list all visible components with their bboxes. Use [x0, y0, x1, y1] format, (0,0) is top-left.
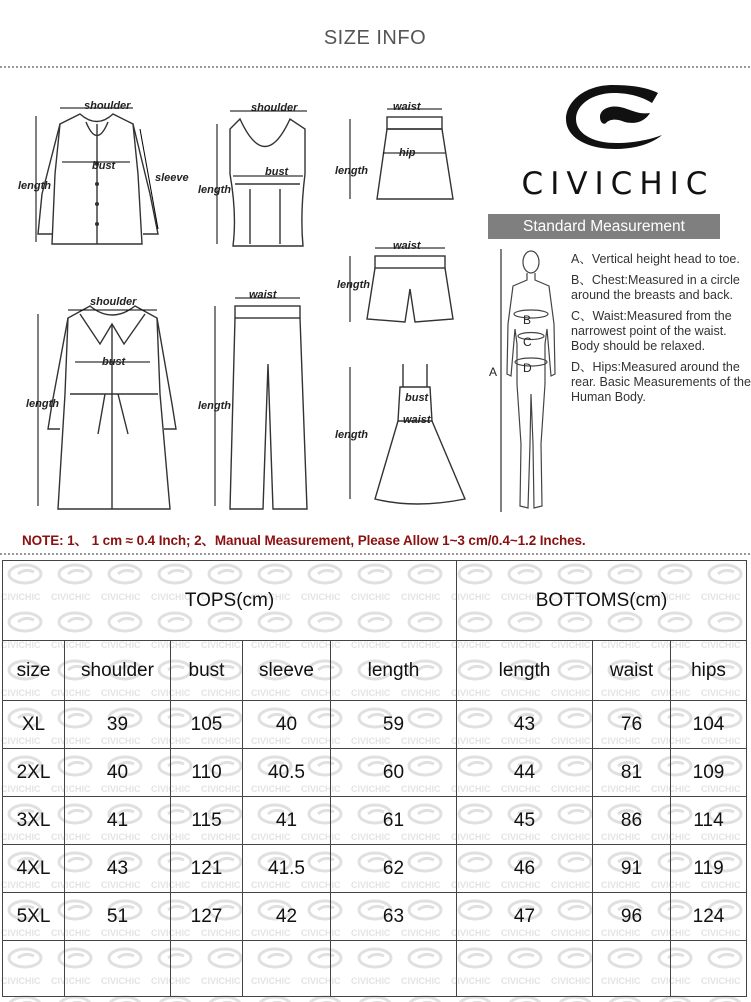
dress-length-label: length	[335, 429, 368, 441]
divider	[0, 66, 750, 68]
shorts-length-label: length	[337, 279, 370, 291]
skirt-length-label: length	[335, 165, 368, 177]
header-waist: waist	[593, 641, 671, 701]
table-cell: 114	[671, 797, 747, 845]
table-cell: 41	[65, 797, 171, 845]
vest-length-label: length	[198, 184, 231, 196]
table-cell: 41.5	[243, 845, 331, 893]
civichic-logo	[558, 79, 668, 154]
table-cell: 60	[331, 749, 457, 797]
table-row-empty	[3, 941, 747, 997]
header-sleeve: sleeve	[243, 641, 331, 701]
table-cell: 76	[593, 701, 671, 749]
table-cell: 61	[331, 797, 457, 845]
vest-bust-label: bust	[265, 166, 289, 178]
shirt-figure	[0, 74, 200, 254]
table-cell: 41	[243, 797, 331, 845]
table-cell: 127	[171, 893, 243, 941]
body-label-d: D	[523, 361, 532, 375]
table-cell: 45	[457, 797, 593, 845]
standard-measurement-bar: Standard Measurement	[488, 214, 720, 239]
table-row	[3, 701, 747, 749]
size-table	[2, 560, 747, 997]
shorts-figure	[335, 234, 475, 334]
table-cell: 5XL	[3, 893, 65, 941]
table-cell: 96	[593, 893, 671, 941]
brand-name: CIVICHIC	[521, 166, 715, 202]
header-hips: hips	[671, 641, 747, 701]
page-header	[0, 0, 750, 62]
body-label-b: B	[523, 313, 532, 327]
table-cell: 43	[65, 845, 171, 893]
measurement-item-d: D、Hips:Measured around the rear. Basic Measurements of the Human Body.	[571, 360, 751, 404]
table-row	[3, 797, 747, 845]
measurement-item-a: A、Vertical height head to toe.	[571, 252, 740, 266]
table-row	[3, 845, 747, 893]
dress-waist-label: waist	[403, 414, 431, 426]
table-cell: 40	[65, 749, 171, 797]
measurement-item-b: B、Chest:Measured in a circle around the breasts and back.	[571, 273, 740, 302]
table-row	[3, 749, 747, 797]
table-cell: 46	[457, 845, 593, 893]
table-cell: 109	[671, 749, 747, 797]
header-shoulder: shoulder	[65, 641, 171, 701]
skirt-figure	[335, 89, 475, 219]
human-body-drawing	[489, 244, 573, 519]
header-bust: bust	[171, 641, 243, 701]
coat-bust-label: bust	[102, 356, 126, 368]
measurement-list	[571, 252, 751, 411]
table-cell: 39	[65, 701, 171, 749]
table-cell: 40	[243, 701, 331, 749]
table-cell: 115	[171, 797, 243, 845]
table-cell: 119	[671, 845, 747, 893]
brand-panel	[488, 74, 750, 524]
table-cell: 121	[171, 845, 243, 893]
body-label-a: A	[489, 365, 498, 379]
skirt-waist-label: waist	[393, 101, 421, 113]
table-cell: 51	[65, 893, 171, 941]
vest-drawing	[195, 74, 325, 254]
skirt-hip-label: hip	[399, 147, 416, 159]
dress-bust-label: bust	[405, 392, 429, 404]
table-cell: 2XL	[3, 749, 65, 797]
table-cell: 43	[457, 701, 593, 749]
table-cell: 124	[671, 893, 747, 941]
vest-figure	[195, 74, 325, 254]
garment-figures	[0, 74, 480, 524]
table-cell: 104	[671, 701, 747, 749]
pants-length-label: length	[198, 400, 231, 412]
table-cell: 63	[331, 893, 457, 941]
table-cell: 86	[593, 797, 671, 845]
coat-figure	[0, 284, 200, 514]
pants-figure	[195, 284, 325, 514]
table-cell: 44	[457, 749, 593, 797]
pants-waist-label: waist	[249, 289, 277, 301]
table-row	[3, 893, 747, 941]
bottoms-title: BOTTOMS(cm)	[457, 561, 747, 641]
size-table-area	[0, 560, 750, 1002]
shorts-waist-label: waist	[393, 240, 421, 252]
divider	[0, 553, 750, 555]
header-tops-length: length	[331, 641, 457, 701]
table-cell: 3XL	[3, 797, 65, 845]
vest-shoulder-label: shoulder	[251, 102, 298, 114]
header-size: size	[3, 641, 65, 701]
human-body-figure	[489, 244, 573, 519]
table-cell: 59	[331, 701, 457, 749]
table-cell: 40.5	[243, 749, 331, 797]
page-title: SIZE INFO	[323, 27, 427, 49]
table-cell: 91	[593, 845, 671, 893]
header-bottoms-length: length	[457, 641, 593, 701]
pants-drawing	[195, 284, 325, 514]
table-cell: 62	[331, 845, 457, 893]
table-header-row	[3, 641, 747, 701]
table-cell: XL	[3, 701, 65, 749]
coat-shoulder-label: shoulder	[90, 296, 137, 308]
shirt-bust-label: bust	[92, 160, 116, 172]
shirt-length-label: length	[18, 180, 51, 192]
measurement-note: NOTE: 1、 1 cm ≈ 0.4 Inch; 2、Manual Measurement, Please Allow 1~3 cm/0.4~1.2 Inches.	[22, 533, 586, 548]
table-cell: 47	[457, 893, 593, 941]
table-cell: 4XL	[3, 845, 65, 893]
table-cell: 42	[243, 893, 331, 941]
tops-title: TOPS(cm)	[3, 561, 457, 641]
measurement-item-c: C、Waist:Measured from the narrowest point of the waist. Body should be relaxed.	[571, 309, 732, 353]
table-cell: 81	[593, 749, 671, 797]
shirt-sleeve-label: sleeve	[155, 172, 189, 184]
table-title-row	[3, 561, 747, 641]
shirt-shoulder-label: shoulder	[84, 100, 131, 112]
table-cell: 105	[171, 701, 243, 749]
table-cell: 110	[171, 749, 243, 797]
dress-figure	[335, 359, 475, 509]
body-label-c: C	[523, 335, 532, 349]
coat-length-label: length	[26, 398, 59, 410]
